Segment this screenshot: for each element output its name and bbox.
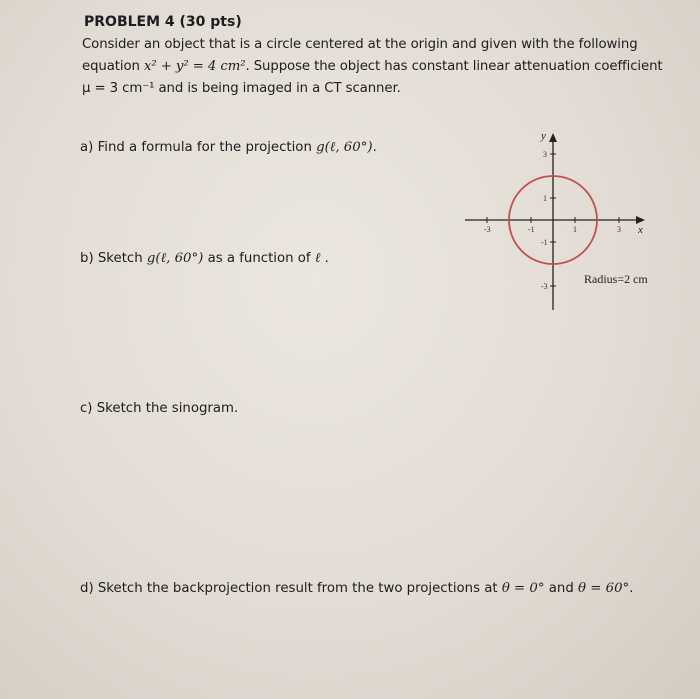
text: a) Find a formula for the projection (80, 140, 317, 155)
problem-title: PROBLEM 4 (30 pts) (84, 14, 242, 30)
text: . Suppose the object has constant linear attenuation coefficient (245, 59, 663, 74)
y-axis-label: y (541, 130, 546, 142)
projection-expression: g(ℓ, 60°) (316, 140, 373, 155)
angle-60: θ = 60° (578, 581, 630, 596)
angle-0: θ = 0° (501, 581, 545, 596)
text: as a function of (203, 251, 315, 266)
text: equation (82, 59, 144, 74)
radius-label: Radius=2 cm (584, 272, 648, 286)
text: . (629, 581, 634, 596)
x-arrow-icon (636, 216, 645, 224)
text: b) Sketch (80, 251, 147, 266)
text: d) Sketch the backprojection result from the two projections at (80, 581, 502, 596)
intro-line-3: μ = 3 cm⁻¹ and is being imaged in a CT scanner. (82, 81, 401, 96)
projection-expression: g(ℓ, 60°) (146, 251, 204, 266)
y-tick-label: -3 (541, 282, 548, 291)
x-tick-label: -3 (484, 225, 491, 234)
x-tick-label: 1 (573, 225, 577, 234)
y-tick-label: -1 (541, 238, 548, 247)
text: . (320, 251, 329, 266)
y-tick-label: 3 (543, 150, 547, 159)
y-arrow-icon (549, 133, 557, 142)
x-axis-label: x (638, 224, 643, 236)
variable: ℓ (314, 251, 321, 266)
text: and (544, 581, 579, 596)
y-tick-label: 1 (543, 194, 547, 203)
x-tick-label: -1 (528, 225, 535, 234)
text: . (372, 140, 377, 155)
x-tick-label: 3 (617, 225, 621, 234)
part-c: c) Sketch the sinogram. (80, 401, 239, 416)
intro-line-1: Consider an object that is a circle centered at the origin and given with the following (82, 37, 638, 52)
circle-equation: x² + y² = 4 cm² (144, 59, 246, 74)
